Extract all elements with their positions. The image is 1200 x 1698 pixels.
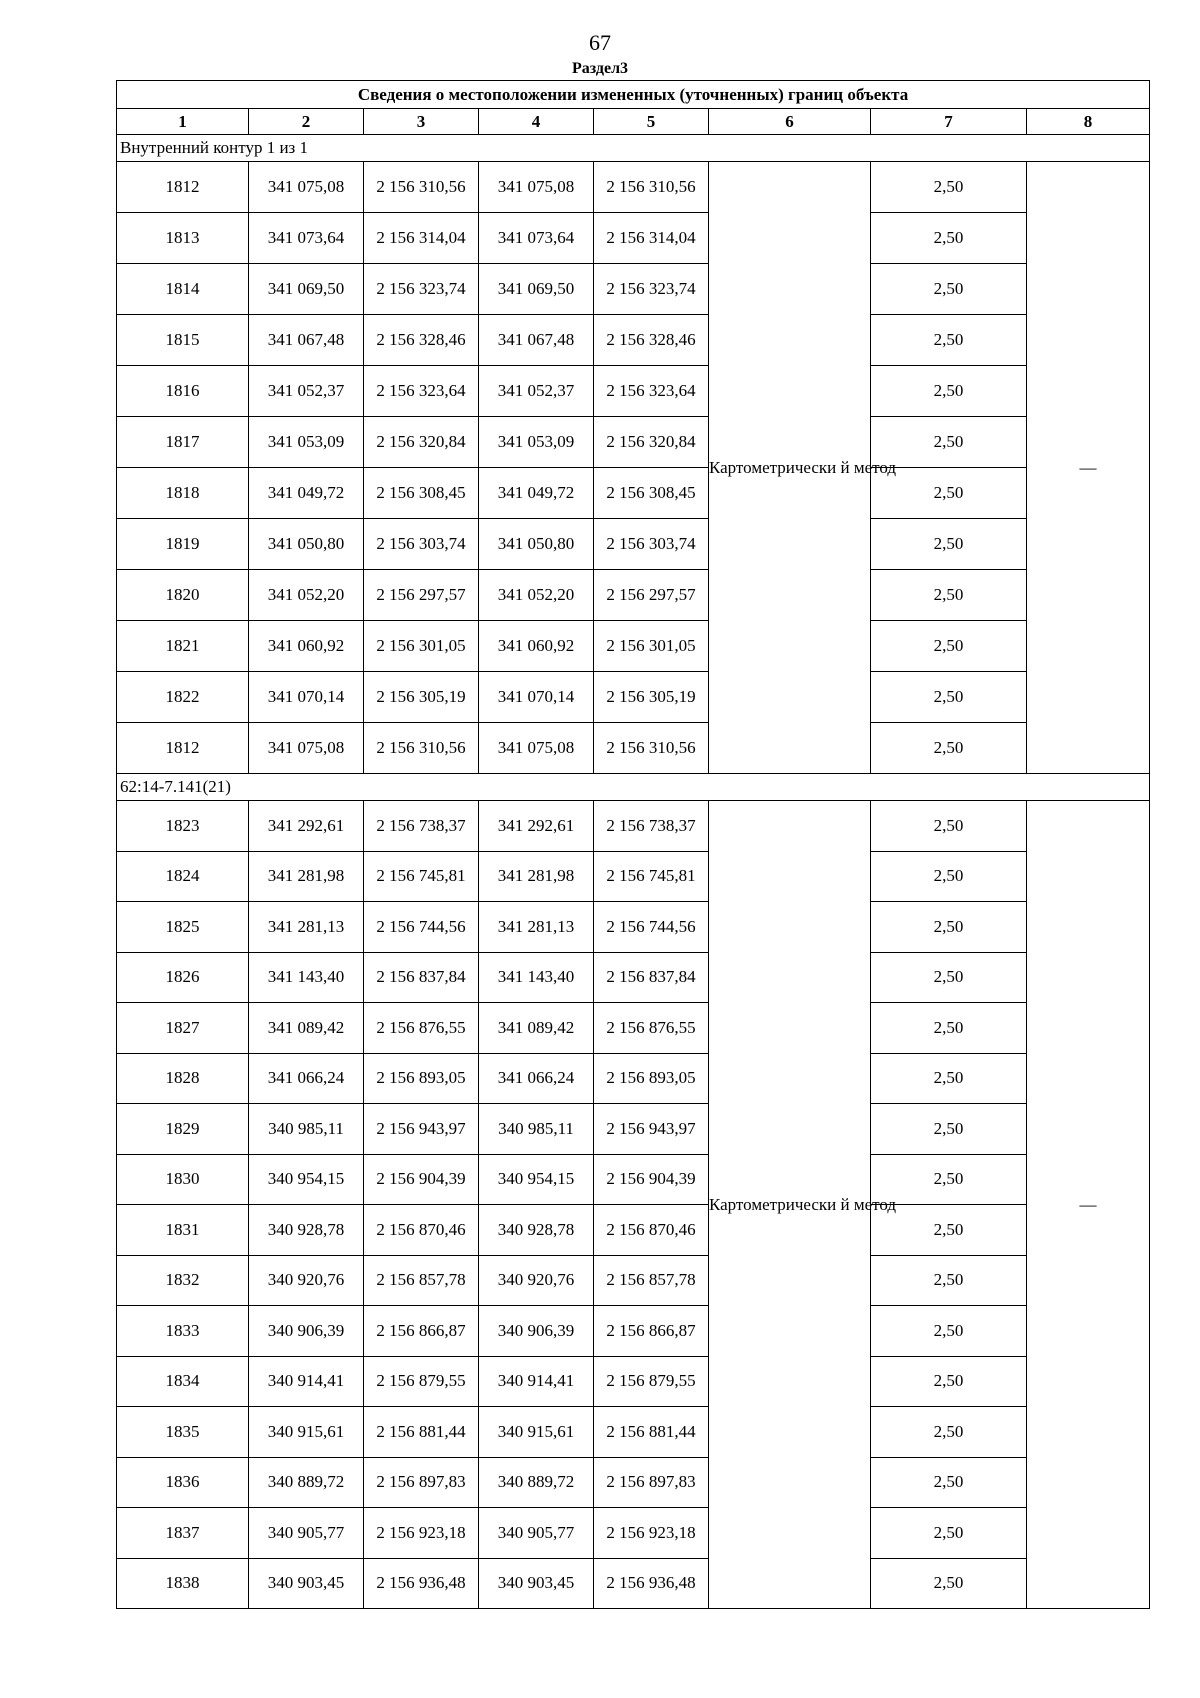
table-row — [117, 1205, 1150, 1256]
x-existing-cell: 341 143,40 — [249, 952, 364, 1003]
y-new-cell: 2 156 897,83 — [594, 1457, 709, 1508]
x-existing-cell: 341 049,72 — [249, 468, 364, 519]
column-number-4: 4 — [479, 109, 594, 135]
point-number-cell: 1822 — [117, 672, 249, 723]
x-existing-cell: 341 069,50 — [249, 264, 364, 315]
x-new-cell: 340 903,45 — [479, 1558, 594, 1609]
y-existing-cell: 2 156 943,97 — [364, 1104, 479, 1155]
table-row — [117, 1003, 1150, 1054]
column-number-3: 3 — [364, 109, 479, 135]
x-new-cell: 341 292,61 — [479, 801, 594, 852]
table-row — [117, 801, 1150, 852]
x-new-cell: 341 075,08 — [479, 162, 594, 213]
y-new-cell: 2 156 328,46 — [594, 315, 709, 366]
table-row — [117, 162, 1150, 213]
column-number-6: 6 — [709, 109, 871, 135]
x-existing-cell: 340 920,76 — [249, 1255, 364, 1306]
x-existing-cell: 340 905,77 — [249, 1508, 364, 1559]
y-new-cell: 2 156 314,04 — [594, 213, 709, 264]
point-number-cell: 1831 — [117, 1205, 249, 1256]
point-number-cell: 1820 — [117, 570, 249, 621]
y-new-cell: 2 156 305,19 — [594, 672, 709, 723]
table-row — [117, 366, 1150, 417]
point-number-cell: 1837 — [117, 1508, 249, 1559]
x-new-cell: 341 281,98 — [479, 851, 594, 902]
accuracy-cell: 2,50 — [871, 952, 1027, 1003]
point-number-cell: 1812 — [117, 162, 249, 213]
group-header-row — [117, 774, 1150, 801]
point-number-cell: 1814 — [117, 264, 249, 315]
y-existing-cell: 2 156 923,18 — [364, 1508, 479, 1559]
table-row — [117, 570, 1150, 621]
accuracy-cell: 2,50 — [871, 801, 1027, 852]
y-new-cell: 2 156 320,84 — [594, 417, 709, 468]
y-existing-cell: 2 156 323,74 — [364, 264, 479, 315]
point-number-cell: 1825 — [117, 902, 249, 953]
y-existing-cell: 2 156 328,46 — [364, 315, 479, 366]
table-row — [117, 1104, 1150, 1155]
y-new-cell: 2 156 904,39 — [594, 1154, 709, 1205]
point-number-cell: 1827 — [117, 1003, 249, 1054]
x-existing-cell: 341 052,20 — [249, 570, 364, 621]
x-new-cell: 341 073,64 — [479, 213, 594, 264]
y-existing-cell: 2 156 897,83 — [364, 1457, 479, 1508]
accuracy-cell: 2,50 — [871, 1508, 1027, 1559]
accuracy-cell: 2,50 — [871, 1154, 1027, 1205]
y-new-cell: 2 156 323,74 — [594, 264, 709, 315]
y-new-cell: 2 156 879,55 — [594, 1356, 709, 1407]
table-row — [117, 621, 1150, 672]
x-new-cell: 341 052,37 — [479, 366, 594, 417]
y-new-cell: 2 156 923,18 — [594, 1508, 709, 1559]
x-existing-cell: 341 073,64 — [249, 213, 364, 264]
point-number-cell: 1828 — [117, 1053, 249, 1104]
x-existing-cell: 340 903,45 — [249, 1558, 364, 1609]
x-new-cell: 341 053,09 — [479, 417, 594, 468]
point-number-cell: 1836 — [117, 1457, 249, 1508]
table-row — [117, 851, 1150, 902]
table-row — [117, 723, 1150, 774]
boundary-coordinates-table — [116, 80, 1150, 1609]
y-new-cell: 2 156 323,64 — [594, 366, 709, 417]
accuracy-cell: 2,50 — [871, 621, 1027, 672]
table-row — [117, 468, 1150, 519]
x-existing-cell: 341 066,24 — [249, 1053, 364, 1104]
accuracy-cell: 2,50 — [871, 264, 1027, 315]
column-number-1: 1 — [117, 109, 249, 135]
x-new-cell: 341 049,72 — [479, 468, 594, 519]
accuracy-cell: 2,50 — [871, 1255, 1027, 1306]
y-new-cell: 2 156 745,81 — [594, 851, 709, 902]
point-number-cell: 1835 — [117, 1407, 249, 1458]
x-existing-cell: 341 052,37 — [249, 366, 364, 417]
point-number-cell: 1819 — [117, 519, 249, 570]
x-new-cell: 341 143,40 — [479, 952, 594, 1003]
accuracy-cell: 2,50 — [871, 417, 1027, 468]
accuracy-cell: 2,50 — [871, 1457, 1027, 1508]
x-existing-cell: 340 954,15 — [249, 1154, 364, 1205]
point-number-cell: 1818 — [117, 468, 249, 519]
y-new-cell: 2 156 876,55 — [594, 1003, 709, 1054]
x-existing-cell: 341 075,08 — [249, 723, 364, 774]
point-number-cell: 1832 — [117, 1255, 249, 1306]
table-row — [117, 519, 1150, 570]
y-existing-cell: 2 156 745,81 — [364, 851, 479, 902]
x-existing-cell: 340 915,61 — [249, 1407, 364, 1458]
accuracy-cell: 2,50 — [871, 468, 1027, 519]
accuracy-cell: 2,50 — [871, 1205, 1027, 1256]
group-label: Внутренний контур 1 из 1 — [117, 135, 1150, 162]
accuracy-cell: 2,50 — [871, 1053, 1027, 1104]
table-row — [117, 1154, 1150, 1205]
y-existing-cell: 2 156 310,56 — [364, 162, 479, 213]
x-new-cell: 341 060,92 — [479, 621, 594, 672]
x-existing-cell: 340 906,39 — [249, 1306, 364, 1357]
x-new-cell: 340 920,76 — [479, 1255, 594, 1306]
y-existing-cell: 2 156 301,05 — [364, 621, 479, 672]
accuracy-cell: 2,50 — [871, 1407, 1027, 1458]
accuracy-cell: 2,50 — [871, 315, 1027, 366]
x-new-cell: 340 906,39 — [479, 1306, 594, 1357]
accuracy-cell: 2,50 — [871, 1104, 1027, 1155]
column-number-7: 7 — [871, 109, 1027, 135]
accuracy-cell: 2,50 — [871, 1306, 1027, 1357]
method-cell: Картометрически й метод — [709, 162, 871, 774]
accuracy-cell: 2,50 — [871, 851, 1027, 902]
x-new-cell: 341 075,08 — [479, 723, 594, 774]
table-row — [117, 1508, 1150, 1559]
y-new-cell: 2 156 744,56 — [594, 902, 709, 953]
column-8-cell: — — [1027, 162, 1150, 774]
y-new-cell: 2 156 308,45 — [594, 468, 709, 519]
y-new-cell: 2 156 297,57 — [594, 570, 709, 621]
x-new-cell: 341 067,48 — [479, 315, 594, 366]
table-row — [117, 315, 1150, 366]
y-existing-cell: 2 156 303,74 — [364, 519, 479, 570]
point-number-cell: 1821 — [117, 621, 249, 672]
table-row — [117, 264, 1150, 315]
table-row — [117, 1558, 1150, 1609]
x-new-cell: 341 070,14 — [479, 672, 594, 723]
accuracy-cell: 2,50 — [871, 723, 1027, 774]
y-existing-cell: 2 156 893,05 — [364, 1053, 479, 1104]
x-new-cell: 341 089,42 — [479, 1003, 594, 1054]
y-existing-cell: 2 156 297,57 — [364, 570, 479, 621]
point-number-cell: 1823 — [117, 801, 249, 852]
x-new-cell: 341 281,13 — [479, 902, 594, 953]
y-new-cell: 2 156 881,44 — [594, 1407, 709, 1458]
x-existing-cell: 341 292,61 — [249, 801, 364, 852]
x-new-cell: 340 915,61 — [479, 1407, 594, 1458]
point-number-cell: 1838 — [117, 1558, 249, 1609]
x-new-cell: 341 066,24 — [479, 1053, 594, 1104]
accuracy-cell: 2,50 — [871, 162, 1027, 213]
point-number-cell: 1812 — [117, 723, 249, 774]
column-number-8: 8 — [1027, 109, 1150, 135]
y-new-cell: 2 156 310,56 — [594, 162, 709, 213]
table-row — [117, 1407, 1150, 1458]
x-new-cell: 341 069,50 — [479, 264, 594, 315]
y-existing-cell: 2 156 314,04 — [364, 213, 479, 264]
table-row — [117, 1053, 1150, 1104]
y-existing-cell: 2 156 310,56 — [364, 723, 479, 774]
y-new-cell: 2 156 870,46 — [594, 1205, 709, 1256]
table-row — [117, 1255, 1150, 1306]
group-label: 62:14-7.141(21) — [117, 774, 1150, 801]
table-title: Сведения о местоположении измененных (уточненных) границ объекта — [117, 81, 1150, 109]
point-number-cell: 1834 — [117, 1356, 249, 1407]
accuracy-cell: 2,50 — [871, 519, 1027, 570]
point-number-cell: 1817 — [117, 417, 249, 468]
y-existing-cell: 2 156 305,19 — [364, 672, 479, 723]
y-existing-cell: 2 156 876,55 — [364, 1003, 479, 1054]
point-number-cell: 1826 — [117, 952, 249, 1003]
section-label: Раздел3 — [571, 60, 629, 77]
x-existing-cell: 341 281,98 — [249, 851, 364, 902]
y-new-cell: 2 156 936,48 — [594, 1558, 709, 1609]
y-existing-cell: 2 156 904,39 — [364, 1154, 479, 1205]
x-new-cell: 341 052,20 — [479, 570, 594, 621]
table-row — [117, 1306, 1150, 1357]
x-existing-cell: 340 928,78 — [249, 1205, 364, 1256]
y-existing-cell: 2 156 320,84 — [364, 417, 479, 468]
accuracy-cell: 2,50 — [871, 366, 1027, 417]
table-row — [117, 417, 1150, 468]
table-row — [117, 1457, 1150, 1508]
x-new-cell: 340 905,77 — [479, 1508, 594, 1559]
point-number-cell: 1816 — [117, 366, 249, 417]
accuracy-cell: 2,50 — [871, 672, 1027, 723]
accuracy-cell: 2,50 — [871, 1003, 1027, 1054]
x-existing-cell: 340 889,72 — [249, 1457, 364, 1508]
x-existing-cell: 341 050,80 — [249, 519, 364, 570]
y-new-cell: 2 156 837,84 — [594, 952, 709, 1003]
point-number-cell: 1829 — [117, 1104, 249, 1155]
table-row — [117, 1356, 1150, 1407]
accuracy-cell: 2,50 — [871, 902, 1027, 953]
accuracy-cell: 2,50 — [871, 570, 1027, 621]
page-number: 67 — [589, 30, 611, 55]
x-new-cell: 340 889,72 — [479, 1457, 594, 1508]
table-row — [117, 952, 1150, 1003]
y-new-cell: 2 156 857,78 — [594, 1255, 709, 1306]
x-new-cell: 340 954,15 — [479, 1154, 594, 1205]
y-new-cell: 2 156 943,97 — [594, 1104, 709, 1155]
y-existing-cell: 2 156 837,84 — [364, 952, 479, 1003]
x-new-cell: 340 914,41 — [479, 1356, 594, 1407]
x-existing-cell: 341 089,42 — [249, 1003, 364, 1054]
y-existing-cell: 2 156 936,48 — [364, 1558, 479, 1609]
x-existing-cell: 341 067,48 — [249, 315, 364, 366]
table-row — [117, 902, 1150, 953]
accuracy-cell: 2,50 — [871, 213, 1027, 264]
y-new-cell: 2 156 301,05 — [594, 621, 709, 672]
y-existing-cell: 2 156 870,46 — [364, 1205, 479, 1256]
y-existing-cell: 2 156 857,78 — [364, 1255, 479, 1306]
group-header-row — [117, 135, 1150, 162]
point-number-cell: 1815 — [117, 315, 249, 366]
y-new-cell: 2 156 866,87 — [594, 1306, 709, 1357]
y-existing-cell: 2 156 744,56 — [364, 902, 479, 953]
y-new-cell: 2 156 310,56 — [594, 723, 709, 774]
accuracy-cell: 2,50 — [871, 1558, 1027, 1609]
column-number-5: 5 — [594, 109, 709, 135]
x-existing-cell: 341 075,08 — [249, 162, 364, 213]
y-new-cell: 2 156 303,74 — [594, 519, 709, 570]
y-new-cell: 2 156 893,05 — [594, 1053, 709, 1104]
x-new-cell: 340 985,11 — [479, 1104, 594, 1155]
y-existing-cell: 2 156 308,45 — [364, 468, 479, 519]
table-row — [117, 213, 1150, 264]
point-number-cell: 1830 — [117, 1154, 249, 1205]
x-existing-cell: 341 070,14 — [249, 672, 364, 723]
y-existing-cell: 2 156 738,37 — [364, 801, 479, 852]
column-number-2: 2 — [249, 109, 364, 135]
y-existing-cell: 2 156 881,44 — [364, 1407, 479, 1458]
x-new-cell: 341 050,80 — [479, 519, 594, 570]
x-new-cell: 340 928,78 — [479, 1205, 594, 1256]
column-8-cell: — — [1027, 801, 1150, 1609]
accuracy-cell: 2,50 — [871, 1356, 1027, 1407]
x-existing-cell: 341 060,92 — [249, 621, 364, 672]
method-cell: Картометрически й метод — [709, 801, 871, 1609]
x-existing-cell: 341 053,09 — [249, 417, 364, 468]
point-number-cell: 1824 — [117, 851, 249, 902]
x-existing-cell: 341 281,13 — [249, 902, 364, 953]
table-row — [117, 672, 1150, 723]
y-existing-cell: 2 156 323,64 — [364, 366, 479, 417]
y-new-cell: 2 156 738,37 — [594, 801, 709, 852]
x-existing-cell: 340 914,41 — [249, 1356, 364, 1407]
y-existing-cell: 2 156 879,55 — [364, 1356, 479, 1407]
point-number-cell: 1813 — [117, 213, 249, 264]
point-number-cell: 1833 — [117, 1306, 249, 1357]
x-existing-cell: 340 985,11 — [249, 1104, 364, 1155]
y-existing-cell: 2 156 866,87 — [364, 1306, 479, 1357]
